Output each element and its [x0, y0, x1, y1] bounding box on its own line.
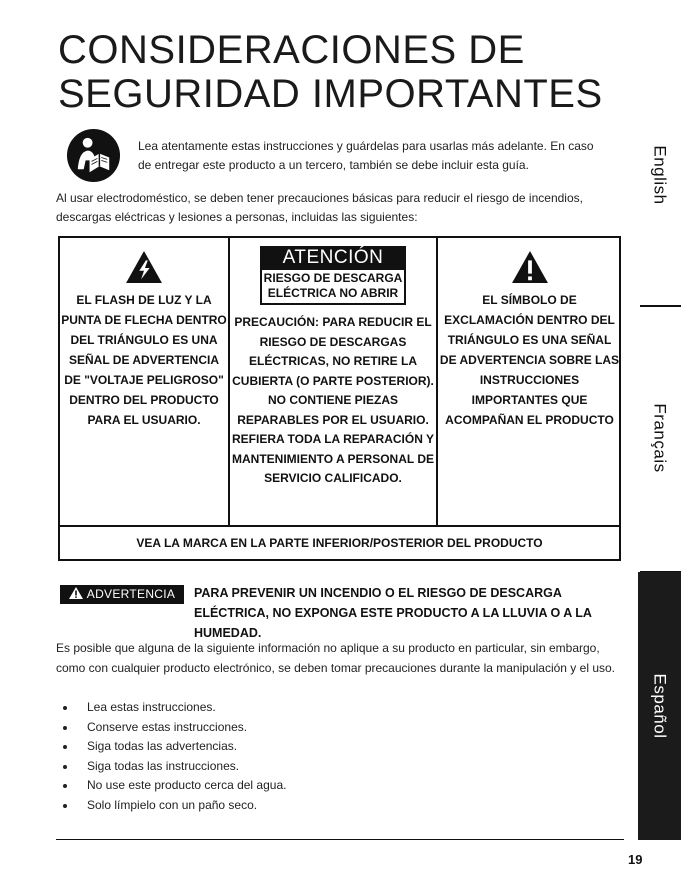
tab-separator — [640, 305, 681, 307]
warning-triangle-icon — [69, 587, 83, 599]
list-item: Conserve estas instrucciones. — [60, 718, 286, 738]
tab-english-label: English — [650, 145, 670, 205]
bottom-rule — [56, 839, 624, 840]
page-number: 19 — [628, 852, 643, 867]
lightning-description: EL FLASH DE LUZ Y LA PUNTA DE FLECHA DENTRO DEL TRIÁNGULO ES UNA SEÑAL DE ADVERTENCIA DE "VOLTAJE PELIGROSO" DENTRO DEL PRODUCTO PARA EL USUARIO. — [61, 293, 227, 427]
read-manual-icon — [66, 128, 121, 183]
product-marking-note: VEA LA MARCA EN LA PARTE INFERIOR/POSTERIOR DEL PRODUCTO — [136, 536, 543, 550]
tab-spanish[interactable] — [638, 572, 681, 840]
tab-french[interactable] — [638, 400, 681, 475]
exclamation-description: EL SÍMBOLO DE EXCLAMACIÓN DENTRO DEL TRIÁNGULO ES UNA SEÑAL DE ADVERTENCIA SOBRE LAS INSTRUCCIONES IMPORTANTES QUE ACOMPAÑAN EL PRODUCTO — [439, 293, 620, 427]
tab-french-label: Français — [650, 402, 670, 473]
page-title — [58, 28, 603, 116]
caution-description: PRECAUCIÓN: PARA REDUCIR EL RIESGO DE DESCARGAS ELÉCTRICAS, NO RETIRE LA CUBIERTA (O PARTE POSTERIOR). NO CONTIENE PIEZAS REPARABLES POR EL USUARIO. REFIERA TODA LA REPARACIÓN Y MANTENIMIENTO A PERSONAL DE SERVICIO CALIFICADO. — [231, 315, 434, 485]
shock-risk-label: RIESGO DE DESCARGA ELÉCTRICA NO ABRIR — [260, 270, 406, 305]
atencion-heading: ATENCIÓN — [260, 246, 406, 270]
intro-paragraph: Lea atentamente estas instrucciones y guárdelas para usarlas más adelante. En caso de entregar este producto a un tercero, también se debe incluir esta guía. — [138, 139, 594, 172]
page-title-line-2: SEGURIDAD IMPORTANTES — [58, 72, 603, 116]
lightning-column — [60, 238, 228, 430]
lightning-triangle-icon — [125, 250, 163, 284]
list-item: Siga todas las advertencias. — [60, 737, 286, 757]
caution-column — [230, 238, 436, 489]
usage-paragraph: Al usar electrodoméstico, se deben tener precauciones básicas para reducir el riesgo de incendios, descargas eléctricas y lesiones a personas, incluidas las siguientes: — [56, 191, 583, 224]
page-title-line-1: CONSIDERACIONES DE — [58, 28, 525, 72]
exclamation-column — [438, 238, 621, 430]
warning-text: PARA PREVENIR UN INCENDIO O EL RIESGO DE DESCARGA ELÉCTRICA, NO EXPONGA ESTE PRODUCTO A LA LLUVIA O A LA HUMEDAD. — [194, 586, 592, 640]
list-item: Solo límpielo con un paño seco. — [60, 796, 286, 816]
warning-badge-label: ADVERTENCIA — [86, 587, 176, 601]
list-item: No use este producto cerca del agua. — [60, 776, 286, 796]
body-paragraph: Es posible que alguna de la siguiente información no aplique a su producto en particular, sin embargo, como con cualquier producto electrónico, se deben tomar precauciones durante la manipulación y el uso. — [56, 641, 615, 675]
tab-spanish-label: Español — [650, 673, 670, 739]
exclamation-triangle-icon — [511, 250, 549, 284]
list-item: Siga todas las instrucciones. — [60, 757, 286, 777]
instruction-list — [60, 698, 286, 815]
list-item: Lea estas instrucciones. — [60, 698, 286, 718]
tab-english[interactable] — [638, 140, 681, 210]
warning-badge — [60, 585, 184, 604]
safety-symbols-box — [58, 236, 621, 561]
